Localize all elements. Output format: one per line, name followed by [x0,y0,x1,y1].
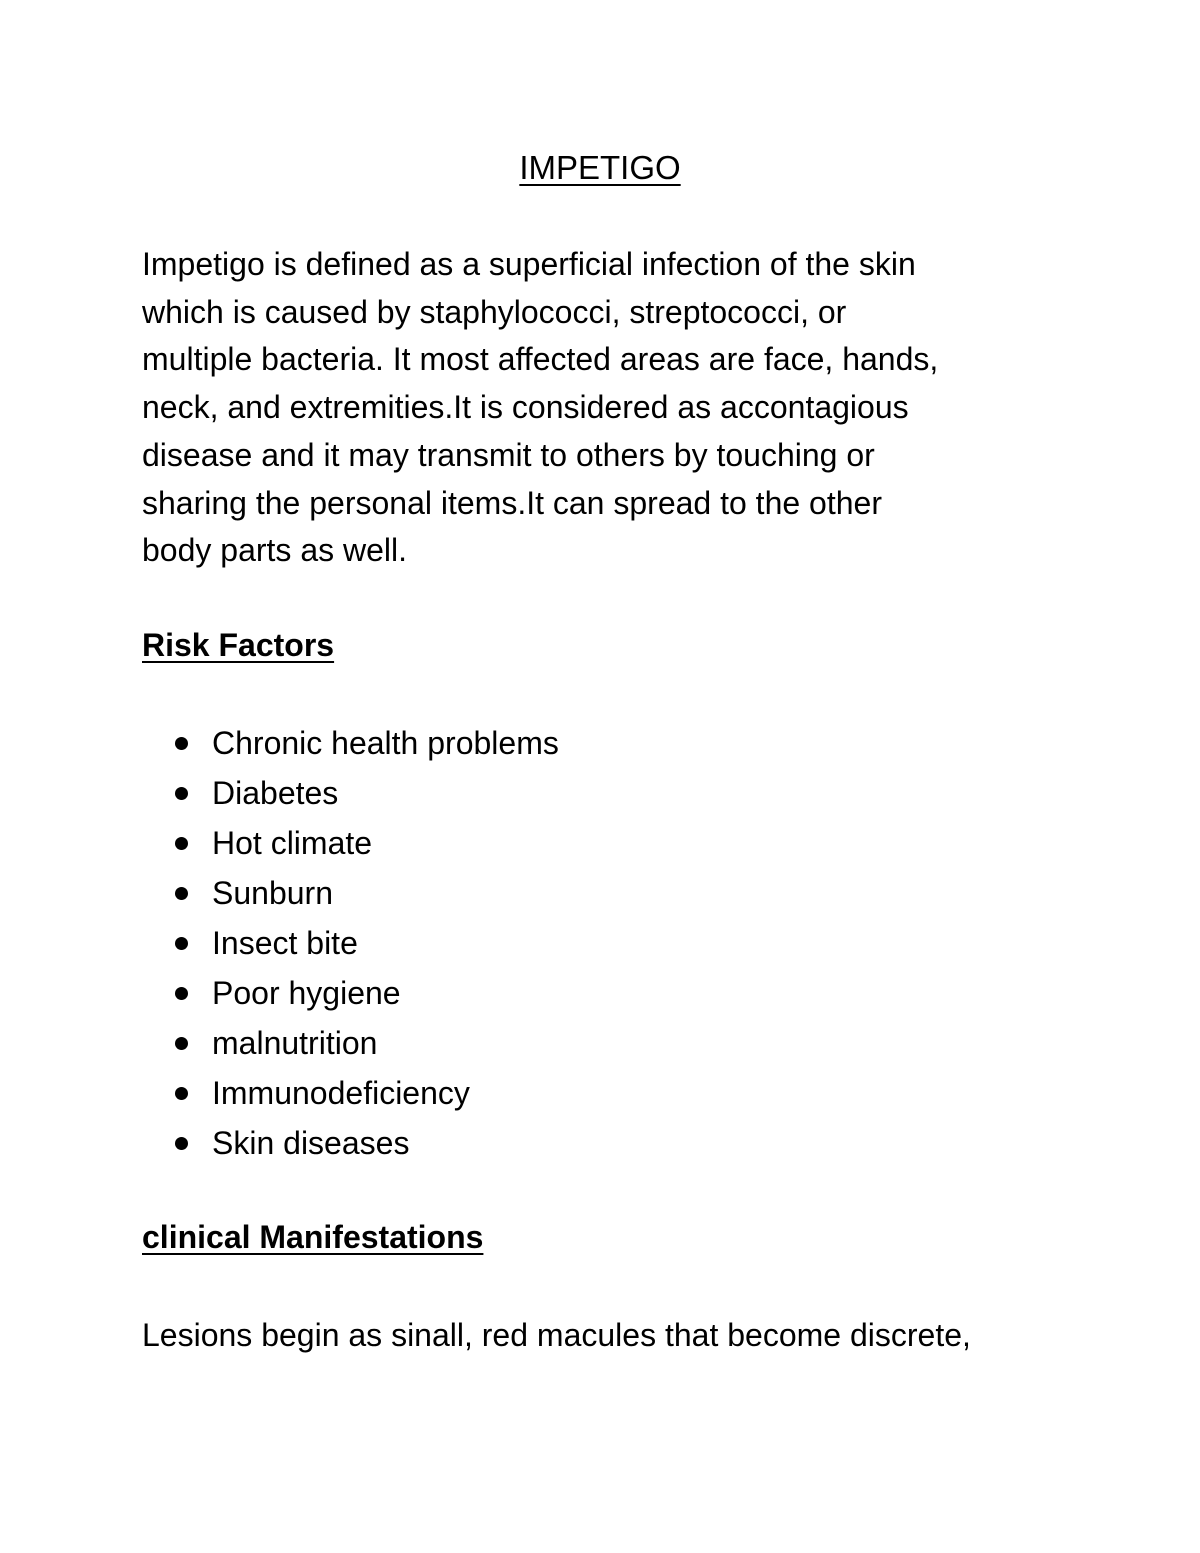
bullet-icon [175,987,188,1000]
bullet-icon [175,737,188,750]
list-item [0,1120,559,1170]
list-item-label: Immunodeficiency [212,1075,470,1111]
list-item-label: Hot climate [212,825,373,861]
bullet-icon [175,837,188,850]
list-item [0,820,559,870]
list-item-label: Poor hygiene [212,975,401,1011]
bullet-icon [175,787,188,800]
intro-line: multiple bacteria. It most affected areas are face, hands, [142,341,939,378]
list-item-label: Sunburn [212,875,333,911]
bullet-icon [175,1037,188,1050]
intro-line: sharing the personal items.It can spread to the other [142,484,882,521]
list-item [0,920,559,970]
bullet-icon [175,887,188,900]
intro-line: neck, and extremities.It is considered as accontagious [142,389,909,426]
list-item-label: Chronic health problems [212,725,559,761]
risk-factors-heading: Risk Factors [142,627,335,663]
risk-factors-list [0,720,559,1170]
bullet-icon [175,937,188,950]
intro-line: body parts as well. [142,532,408,569]
document-title: IMPETIGO [519,149,681,186]
clinical-text: Lesions begin as sinall, red macules that become discrete, [142,1317,971,1353]
list-item-label: Diabetes [212,775,339,811]
list-item [0,970,559,1020]
clinical-manifestations-heading: clinical Manifestations [142,1219,484,1255]
intro-line: which is caused by staphylococci, streptococci, or [142,293,847,330]
list-item-label: Insect bite [212,925,358,961]
list-item [0,870,559,920]
intro-line: Impetigo is defined as a superficial infection of the skin [142,246,916,282]
bullet-icon [175,1087,188,1100]
list-item [0,1070,559,1120]
list-item-label: Skin diseases [212,1125,410,1161]
list-item [0,770,559,820]
bullet-icon [175,1137,188,1150]
list-item-label: malnutrition [212,1025,378,1061]
list-item [0,1020,559,1070]
intro-paragraph [142,241,1062,575]
list-item [0,720,559,770]
intro-line: disease and it may transmit to others by touching or [142,436,875,473]
